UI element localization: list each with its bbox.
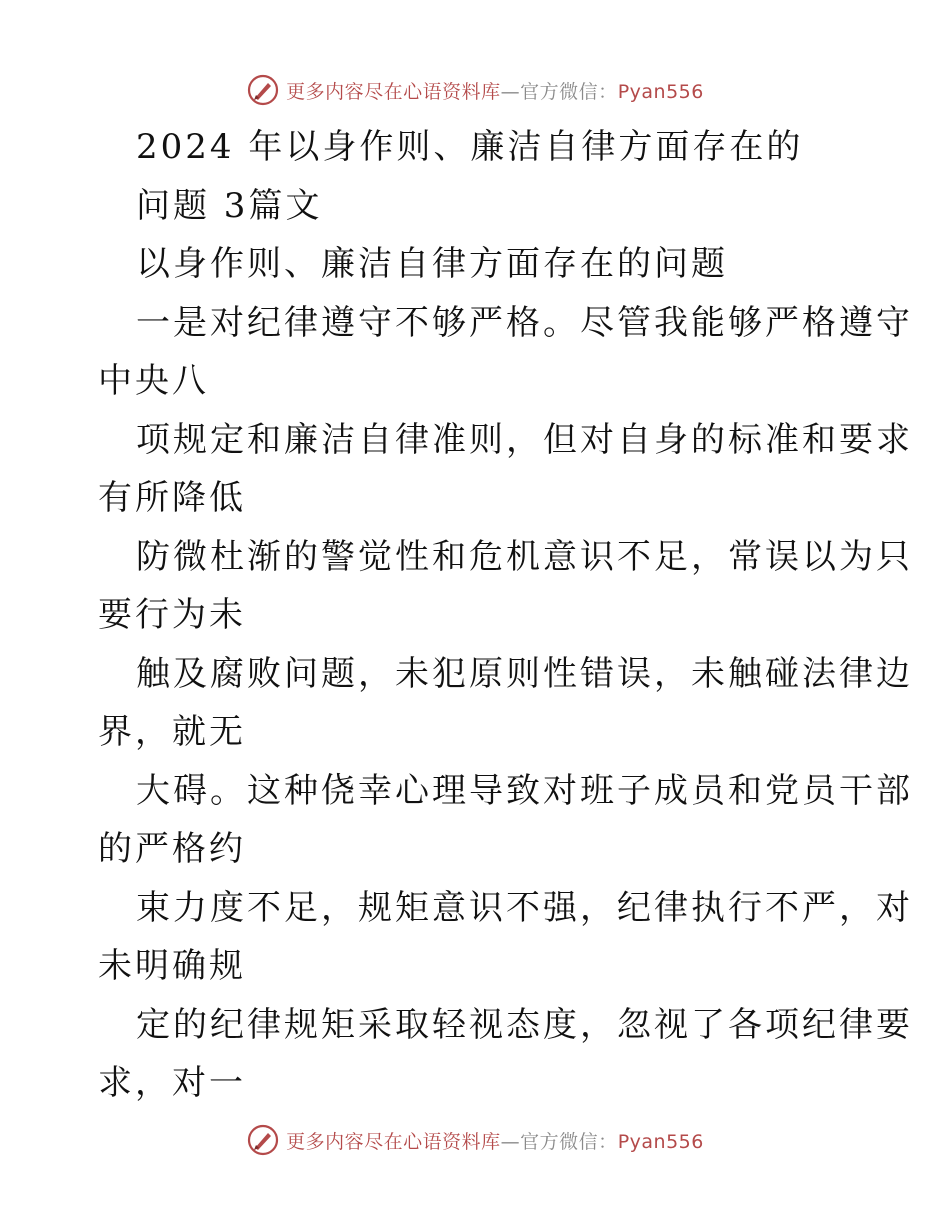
banner-main-text: 更多内容尽在心语资料库 (286, 80, 501, 103)
text-line: 的严格约 (98, 829, 246, 869)
text-line: 要行为未 (98, 595, 246, 635)
document-body (98, 118, 913, 1113)
text-line: 问题 3篇文 (136, 185, 323, 226)
text-line: 项规定和廉洁自律准则，但对自身的标准和要求 (136, 419, 913, 460)
text-line: 一是对纪律遵守不够严格。尽管我能够严格遵守 (136, 302, 913, 343)
text-line: 大碍。这种侥幸心理导致对班子成员和党员干部 (136, 770, 913, 811)
text-line: 未明确规 (98, 946, 246, 986)
text-line: 界，就无 (98, 712, 246, 752)
banner-main-text: 更多内容尽在心语资料库 (286, 1130, 501, 1153)
footer-banner (0, 1120, 950, 1160)
banner-wechat-id: Pyan556 (617, 80, 704, 103)
pen-logo-icon (246, 73, 280, 107)
text-line: 束力度不足，规矩意识不强，纪律执行不严，对 (136, 887, 913, 928)
text-line: 触及腐败问题，未犯原则性错误，未触碰法律边 (136, 653, 913, 694)
banner-separator: — (500, 1130, 521, 1153)
banner-text (286, 77, 704, 104)
text-line: 防微杜渐的警觉性和危机意识不足，常误以为只 (136, 536, 913, 577)
text-line: 中央八 (98, 361, 209, 401)
header-banner (0, 70, 950, 110)
banner-tail-text: 官方微信： (520, 80, 618, 103)
text-line: 定的纪律规矩采取轻视态度，忽视了各项纪律要 (136, 1004, 913, 1045)
text-line: 有所降低 (98, 478, 246, 518)
banner-separator: — (500, 80, 521, 103)
banner-tail-text: 官方微信： (520, 1130, 618, 1153)
text-line: 2024 年以身作则、廉洁自律方面存在的 (136, 127, 804, 167)
text-line: 以身作则、廉洁自律方面存在的问题 (136, 244, 728, 284)
pen-logo-icon (246, 1123, 280, 1157)
banner-wechat-id: Pyan556 (617, 1130, 704, 1153)
banner-text (286, 1127, 704, 1154)
text-line: 求，对一 (98, 1063, 246, 1103)
